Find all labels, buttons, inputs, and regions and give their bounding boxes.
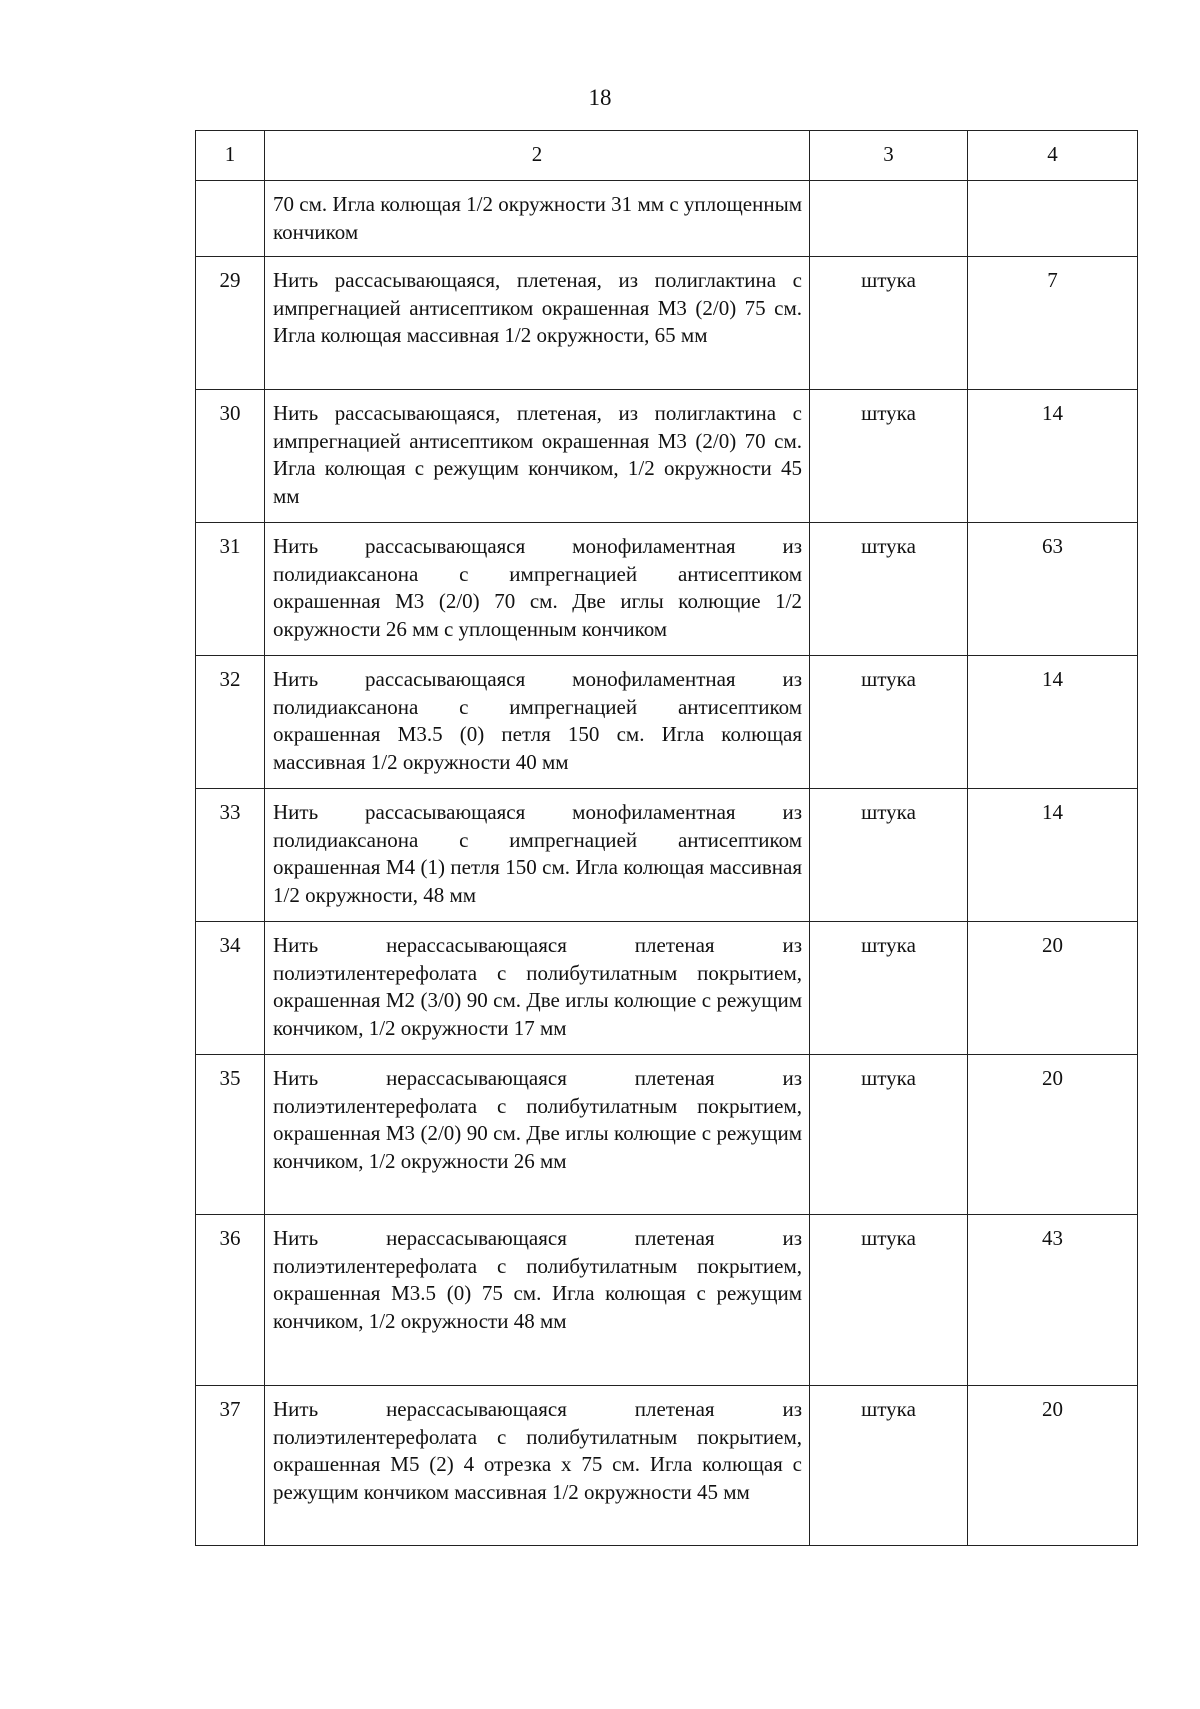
- row-quantity: 43: [968, 1215, 1138, 1386]
- row-unit: штука: [810, 922, 968, 1055]
- table-header-row: [196, 131, 1138, 181]
- row-quantity: 7: [968, 257, 1138, 390]
- row-number: 31: [196, 523, 265, 656]
- row-number: 36: [196, 1215, 265, 1386]
- row-quantity: 20: [968, 1055, 1138, 1215]
- row-description: Нить нерассасывающаяся плетеная из полиэтилентерефолата с полибутилатным покрытием, окрашенная М3 (2/0) 90 см. Две иглы колющие с режущим кончиком, 1/2 окружности 26 мм: [265, 1055, 810, 1215]
- page-number: 18: [588, 85, 612, 110]
- row-unit: штука: [810, 257, 968, 390]
- row-unit: [810, 181, 968, 257]
- specification-table: [195, 130, 1138, 1546]
- column-header-3: 3: [810, 131, 968, 181]
- row-number: 34: [196, 922, 265, 1055]
- row-quantity: 14: [968, 656, 1138, 789]
- table-row: [196, 390, 1138, 523]
- row-description: Нить рассасывающаяся, плетеная, из полиглактина с импрегнацией антисептиком окрашенная М3 (2/0) 75 см. Игла колющая массивная 1/2 окружности, 65 мм: [265, 257, 810, 390]
- table-row: [196, 1386, 1138, 1546]
- row-unit: штука: [810, 523, 968, 656]
- row-number: 30: [196, 390, 265, 523]
- row-quantity: 14: [968, 390, 1138, 523]
- column-header-1: 1: [196, 131, 265, 181]
- row-quantity: 14: [968, 789, 1138, 922]
- column-header-2: 2: [265, 131, 810, 181]
- table-row: [196, 523, 1138, 656]
- row-description: Нить нерассасывающаяся плетеная из полиэтилентерефолата с полибутилатным покрытием, окрашенная М2 (3/0) 90 см. Две иглы колющие с режущим кончиком, 1/2 окружности 17 мм: [265, 922, 810, 1055]
- table-row: [196, 1215, 1138, 1386]
- row-number: 29: [196, 257, 265, 390]
- row-description: Нить рассасывающаяся монофиламентная из полидиаксанона с импрегнацией антисептиком окрашенная М4 (1) петля 150 см. Игла колющая массивная 1/2 окружности, 48 мм: [265, 789, 810, 922]
- table-row: [196, 1055, 1138, 1215]
- row-description: Нить нерассасывающаяся плетеная из полиэтилентерефолата с полибутилатным покрытием, окрашенная М5 (2) 4 отрезка х 75 см. Игла колющая с режущим кончиком массивная 1/2 окружности 45 мм: [265, 1386, 810, 1546]
- row-quantity: 20: [968, 1386, 1138, 1546]
- table-row: [196, 656, 1138, 789]
- row-unit: штука: [810, 390, 968, 523]
- table-row: [196, 922, 1138, 1055]
- row-quantity: 20: [968, 922, 1138, 1055]
- row-description: Нить рассасывающаяся монофиламентная из полидиаксанона с импрегнацией антисептиком окрашенная М3 (2/0) 70 см. Две иглы колющие 1/2 окружности 26 мм с уплощенным кончиком: [265, 523, 810, 656]
- row-number: [196, 181, 265, 257]
- row-unit: штука: [810, 1055, 968, 1215]
- table-row: [196, 257, 1138, 390]
- row-description: Нить нерассасывающаяся плетеная из полиэтилентерефолата с полибутилатным покрытием, окрашенная М3.5 (0) 75 см. Игла колющая с режущим кончиком, 1/2 окружности 48 мм: [265, 1215, 810, 1386]
- row-quantity: 63: [968, 523, 1138, 656]
- row-unit: штука: [810, 789, 968, 922]
- row-number: 35: [196, 1055, 265, 1215]
- row-number: 33: [196, 789, 265, 922]
- row-description: Нить рассасывающаяся, плетеная, из полиглактина с импрегнацией антисептиком окрашенная М3 (2/0) 70 см. Игла колющая с режущим кончиком, 1/2 окружности 45 мм: [265, 390, 810, 523]
- row-description: Нить рассасывающаяся монофиламентная из полидиаксанона с импрегнацией антисептиком окрашенная М3.5 (0) петля 150 см. Игла колющая массивная 1/2 окружности 40 мм: [265, 656, 810, 789]
- table-row: [196, 789, 1138, 922]
- row-quantity: [968, 181, 1138, 257]
- table-row: [196, 181, 1138, 257]
- row-unit: штука: [810, 1215, 968, 1386]
- row-description: 70 см. Игла колющая 1/2 окружности 31 мм с уплощенным кончиком: [265, 181, 810, 257]
- row-number: 37: [196, 1386, 265, 1546]
- row-number: 32: [196, 656, 265, 789]
- row-unit: штука: [810, 656, 968, 789]
- column-header-4: 4: [968, 131, 1138, 181]
- row-unit: штука: [810, 1386, 968, 1546]
